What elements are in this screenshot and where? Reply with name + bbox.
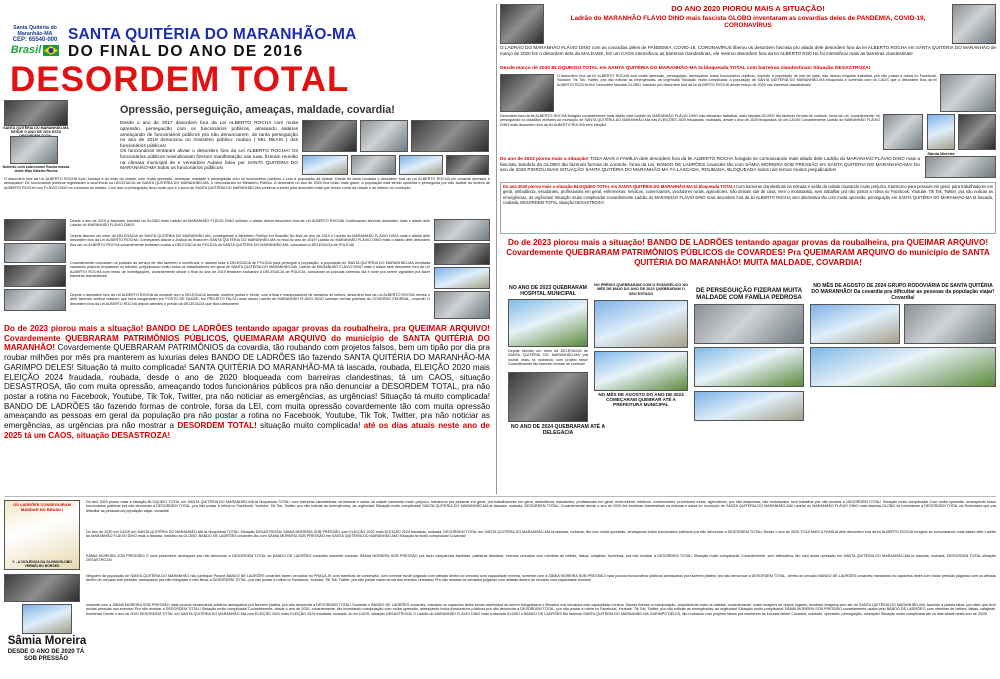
left-headline-end-red: DESORDEM TOTAL! [177,421,257,431]
photo-police-4 [434,291,490,319]
left-headline-block [4,324,490,494]
photo-hospital [508,299,588,347]
photo-right-top-right [952,4,996,44]
left-red-headline: Do de 2023 piorou mais a situação! BANDO DE LADRÕES tentando apagar provas da roubalheira, pra QUEIMAR ARQUIVO! Covardemente QUEBRARAM PATRIMÔNIOS PÚBLICOS, QUEIMARAM ARQUIVO do município de SANTA QUITÉRIA DO MARANHÃO! [4,324,490,353]
photo-evangelico [594,300,688,348]
photo-rodoviaria-3 [810,347,996,387]
right-small-paragraph-2: Desordem fora da lei ALBERTO ROCHA foragido covardemente mais aliado dele Ladrão do MARANHÃO FLÁVIO DINO não deixaram trabalhar, mais fascista GLOBO tão fazendo formas de controle, forsa da Lei, covardemente: foi perseguindo os cidadãos eleitores do município de SANTA QUITÉRIA DO MARANHÃO-MA nas ELEIÇÕES 2020 fraudadas, roubadas, desde o ano de 2020 bloqueada, tá um CAOS! Covardemente Ladrão do MARANHÃO FLÁVIO DINO mais desordem fora da lei ALBERTO ROCHA sem eleição! [500,114,880,127]
photo-caption-protest: SANTA QUITÉRIA DO MARANHÃO-MA DESDE O ANO DE 2016 ESTA [3,126,69,135]
photo-portrait-alberto [10,136,58,164]
column-divider [496,4,497,494]
right-mini-text: Depois fizeram um meio da DELEGACIA de SANTA QUITÉRIA DO MARANHÃO-MA pra roubar mais, tá roubando com projeto falso! Covardemente tão fazendo formas de controle! [508,349,588,367]
photo-demonstration [411,120,489,152]
subtitle: Opressão, perseguição, ameaças, maldade, covardia! [120,104,395,116]
photo-delegacia [694,391,804,421]
right-side-caption: Sâmia Moreira [927,151,955,156]
logo-text-cep: CEP: 65540-000 [12,37,58,43]
title-desordem: DESORDEM TOTAL [10,60,350,99]
photo-right-mid [925,156,996,178]
photo-left-1 [4,219,66,241]
sub-text-4: Depois o desordem fora da Lei ALBERTO ROCHA de covarde com a DELEGACIA lacrada, mantive portas e frente, com a lista e manipuladores de armários de belbes, desordem fora da Lei ALBERTO ROCHA mentiu o abrir fazendo verifica votarem que laica naugaravam em POSTO DE SAÚDE, fez PROJETO FALSO mais aliado Ladrão do MARANHÃO FLÁVIO DINO subiram verbas públicas do GOVERNO FEDERAL, covarde! O desordem fora da Lei ALBERTO ROCHA depois atendeu o prédio da DELEGACIA que ficou desordem! [70,293,430,306]
section-divider [4,496,996,497]
bottom-block-1: Do ano 2020 piorou mais a situação BLOQUEIO TOTAL em SANTA QUITÉRIA DO MARANHÃO-MA tá bloqueada TOTAL! com barreiras clandestinas na entrada e saída da cidade causando muito prejuízo, transtorno pra pessoas em geral, pra trabalhadores em geral, ambulância, estudantes, profissionais em geral, enfermeiras, médicos, comerciantes, produtores rurais, agricultores, pra não estacionar, não mototaxista, sem trabalhar pra não mostrar a DESORDEM TOTAL! Situação muito complicada! Com muita opressão, ameaçando todos funcionários públicos pra não denunciar a DESORDEM TOTAL, pra não postar a rotina no Facebook, Youtube, Tik Tok, Twitter, pra não noticiar as emergências, as urgências! Situação muito complicada! SANTA QUITÉRIA DO MARANHÃO-MA tá lascada, roubada, DESORDEM TOTAL! Covardemente desde o ano de 2020 fez barreiras clandestinas na entrada e saída do município de SANTA QUITÉRIA DO MARANHÃO-MA! Ladrão do MARANHÃO FLÁVIO DINO mais fascista GLOBO foi inventaram a DESORDEM TOTAL na Rodoviária que pra dificultar as pessoas da população viajar, covardia! [86,500,996,513]
body-paragraph: O desordem fora da Lei ALBERTO ROCHA tudo, fumaça e do lixão da cidade, com muita opressão, ameaças, maldade e perseguição com os funcionários públicos e com a população da cidade. Diante de tanta covardia o desordem fora da Lei ALBERTO ROCHA um covarde opressor e ameaçador! De funcionários públicos registraram a ocorrência na DELEGACIA de SANTA QUITÉRIA DO MARANHÃO-MA, e denunciaram no Ministério Público. A desordem no ano de 2020 fica muito mais grave, a população está sendo oprimida e perseguida por não aceitar as ordens de ALBERTO ROCHA com FLÁVIO DINO no comando do estado. Com isso a perseguição ficou muito pior e o povo de SANTA QUITÉRIA DO MARANHÃO-MA continua a sofrer pela desordem total que tomou conta da cidade e do interior do município. [4,177,490,190]
left-headline-body: Covardemente QUEBRARAM PATRIMÔNIOS da covardia, tão roubando com projetos falsos, bem um tipão por dia pra roubar milhões por mês pra manterem as luxurias deles BANDO DE LADRÕES tão fazendo SANTA QUITÉRIA DO MARANHÃO-MA GARIMPO DELES! Situação tá muito complicada! SANTA QUITÉRIA DO MARANHÃO-MA tá lascada, roubada, ELEIÇÃO 2020 mais ELEIÇÃO 2024 fraudada, roubada, desde o ano de 2020 bloqueada com barreiras clandestinas, tá um CAOS, situação DESASTROSA, tão com muita opressão, ameaçando todos funcionários públicos pra não denunciar a DESORDEM TOTAL, pra não postar a rotina no Facebook, Youtube, Tik Tok, Twitter, pra não noticiar as emergências, as urgências! Situação tá muito complicada! BANDO DE LADRÕES tão fazendo formas de controle, forsa da LEI, com muita opressão covardemente tão com muita opressão ameaçando as pessoas em geral da população pra não postar a rotina no Facebook, Youtube, Tik Tok, Twitter, pra não noticiar as emergências, as urgências [4,343,490,431]
left-headline-end-2: situação muito complicada! [260,421,361,431]
right-red-headline: Do de 2023 piorou mais a situação! BANDO DE LADRÕES tentando apagar provas da roubalheira, pra QUEIMAR ARQUIVO! Covardemente QUEBRARAM PATRIMÔNIOS PÚBLICOS de COVARDES! Pra QUEIMARAM ARQUIVO do município de SANTA QUITÉRIA DO MARANHÃO! MUITA MALDADE, COVARDIA! [506,238,990,268]
photo-election-1 [883,114,923,150]
right-top-subtitle: Ladrão do MARANHÃO FLÁVIO DINO mais fascista GLOBO inventaram as covardias deles de PANDEMIA, COVID-19, CORONAVÍRUS [570,15,926,30]
photo-samia-small [927,114,955,150]
photo-barrier-2 [940,74,996,112]
photo-rodoviaria-2 [904,304,996,344]
photo-caption-hospital: NO ANO DE 2023 QUEBRARAM HOSPITAL MUNICIPAL [509,285,587,297]
brand-logo [4,25,66,61]
left-headline-end: pra não mostrar a [106,421,175,431]
photo-caption-pedrosa: DE PERSEGUIÇÃO FIZERAM MUITA MALDADE COM FAMÍLIA PEDROSA [695,287,803,301]
title-city: SANTA QUITÉRIA DO MARANHÃO-MA [68,26,357,43]
intro-paragraph-2: Os funcionários tentaram aliviar o desordem fora da Lei ALBERTO ROCHA! Os funcionários públicos reivindicaram fizeram manifestação nas ruas, fizeram reunião na câmara municipal de e vereadora Aulane falou por SANTA QUITÉRIA DO MARANHÃO-MA todos os funcionários públicos! [120,149,298,172]
title-year: DO FINAL DO ANO DE 2016 [68,43,304,60]
blue-box-1-body: TOZA MAIS A FAMÍLIA dele desordem fora da lei ALBERTO ROCHA foragido se comunicando mais aliado dele Ladrão do MARANHÃO FLÁVIO DINO mais a fascista, bandido da GLOBO tão fazendo formas de controle, forsa da Lei, BANDO DE LADRÕES covardes tão com SÂMIA MOREIRA SOB PRESSÃO em SANTA QUITÉRIA DO MARANHÃO-MA! Do ano de 2020 PIOROU MAIS SITUAÇÃO SANTA QUITÉRIA DO MARANHÃO-MA TÁ LASCADA, ROUBADA, BLOQUEADA todos nós temos muitos prejudicados! [500,156,921,173]
photo-left-2 [4,243,66,263]
right-blue-box-1 [500,156,920,176]
photo-street [302,155,348,175]
photo-caption-rodoviaria: NO MÊS DE AGOSTO DE 2024 GRUPO RODOVIÁRIA DE SANTA QUITÉRIA DO MARANHÃO! Da covardia pra dificultar as pessoas da população viajar! Covardia! [811,283,995,301]
logo-text-country: Brasil [10,44,42,56]
photo-caption-evangelico: NO PRÉDIO QUEBRARAM COM O EVANGÉLICO NO MÊS DE MAIO DO ANO DE 2023 QUEBRARAM O SEU ESTADO [594,283,689,296]
photo-left-3 [4,265,66,287]
photo-caption-prefeitura: NO MÊS DE AGOSTO DO ANO DE 2024 COMEÇARAM QUEBRAR ATÉ A PREFEITURA MUNICIPAL [598,392,684,408]
samia-portrait [22,604,72,634]
photo-election-2 [958,114,996,150]
bottom-block-3: SÂMIA MOREIRA SOB PRESSÃO! É uma prisioneira, ameaçada pra não denunciar a DESORDEM TOTAL do BANDO DE LADRÕES covardes somente colocam SÂMIA MOREIRA SOB PRESSÃO pra fazer campanhas fascistas, palestras fascistas, eventos cercados com mentiras de belbes, falsas, cafajeste, burrinhas, pra não mostrar a DESORDEM TOTAL! Situação muito complicada! Covardemente, sem alternativa, tão com muita opressão em SANTA QUITÉRIA DO MARANHÃO-MA tá lascada, roubada, DESORDEM TOTAL situação DESASTROZA! [86,554,996,563]
photo-crowd [360,120,408,152]
photo-police-1 [434,219,490,241]
samia-name: Sâmia Moreira [7,635,87,647]
photo-pedrosa-2 [694,347,804,387]
photo-police-2 [434,243,490,265]
photo-caption-alberto: Noberto com sobrenome Rocha massa dowe Wan Alberto Rocha [2,165,70,174]
photo-assembly [446,155,489,175]
photo-pedrosa [694,304,804,344]
sub-text-2: Depois fizeram um meio da DELEGACIA de SANTA QUITÉRIA DO MARANHÃO-MA, conseguiram a Ministério Público em Brasília! No final do ano de 2019 o Ladrão do MARANHÃO FLÁVIO DINO mais o aliado dele desordem fora da Lei ALBERTO ROCHA! Começaram atacar a Justiça do Brasil em SANTA QUITÉRIA DO MARANHÃO-MA no final do ano de 2019! Ladrão do MARANHÃO FLÁVIO DINO mais o aliado dele desordem fora da Lei ALBERTO ROCHA covardemente tentaram roubar a DELEGACIA de POLÍCIA da SANTA QUITÉRIA DO MARANHÃO-MA, colocaram a DELEGACIA de POLÍCIA! [70,234,430,247]
right-top-paragraph: O LADRÃO DO MARANHÃO FLÁVIO DINO com as covardias deles de PANDEMIA, COVID-19, CORONAVÍRUS liberou os desordem fascista pro aliado dele desordem fora da lei ALBERTO ROCHA em SANTA QUITÉRIA DO MARANHÃO de março de 2020 fez o desordem dela da MALDADE, fez um CAOS intensificou as barreiras clandestinas, ele mesmo desordem fora da lei ALBERTO ROCHA foi intensificar mais as barreiras clandestinas! [500,45,996,56]
brazil-flag-icon [43,45,59,56]
bottom-block-4: Ninguém da população de SANTA QUITÉRIA DO MARANHÃO não participa! Porque BANDO DE LADRÕES covardes fazem cercados no PRAÇA JK com barreiras de contenção, com controle fuzuê julgando com artistas dentro do cercado com capacidade mínima, somente com a SÂMIA MOREIRA SOB PRESSÃO mais poucos funcionários públicos ameaçados pra fazerem plateia, pra não denunciar a DESORDEM TOTAL, dentro do cercado BANDO DE LADRÕES covardes mandando os capachos deles com maior pressão julgando com os artistas dentro do cercado sob pressão, ameaçados pra não fotografar e não filmar a DESORDEM TOTAL, pra não postar a rotina no Facebook, Youtube, Tik Tok, Twitter, pra não postar nada na rua dos eventos cercados! Pra não mostrar os cercados julgando com artistas dentro do cercado com capacidade mínima! [86,574,996,583]
blue-box-2-headline: Do ano 2020 piorou mais a situação BLOQUEIO TOTAL em SANTA QUITÉRIA DO MARANHÃO-MA tá bloqueada TOTAL! [503,184,735,189]
bottom-block-5: somente com a SÂMIA MOREIRA SOB PRESSÃO mais poucos funcionários públicos ameaçados pra fazerem plateia, pra não denunciar a DESORDEM TOTAL! Somente o BANDO DE LADRÕES covardes, mandam os capachos deles sendo reprimidos ao serem fotografados e filmados nos cercados com capacidade mínima. Depois fizeram a manipulação, prejudicando mais os artistas, covardemente, usam imagens de outros lugares, mostram imagens sem ser de SANTA QUITÉRIA DO MARANHÃO-MA, fazendo a plateia falsa, pra dizer que teve muitas pessoas nos eventos! Pra não mostrar a DESORDEM TOTAL! Situação muito complicada! Covardemente, desde o ano de 2020, covardemente, tão inventando manipulação com muita opressão, ameaçando todos funcionários públicos pra não denunciar a DESORDEM TOTAL, pra não postar a rotina no Facebook, Youtube, Tik Tok, Twitter, pra não noticiar as emergências, as urgências! Situação muito complicada! SÂMIA MOREIRA SOB PRESSÃO covardemente usada pelo BANDO DE LADRÕES, com mentiras de belbes, falsas, cafajeste, burrinhas! Desde o ano de 2020 DESORDEM TOTAL em SANTA QUITÉRIA DO MARANHÃO-MA com ELEIÇÃO 2020 mais ELEIÇÃO 2024 fraudada, roubada, tá um CAOS, situação DESASTROZA! O Ladrão do MARANHÃO FLÁVIO DINO mais a fascista GLOBO e BANDO DE LADRÕES tão fazendo SANTA QUITÉRIA DO MARANHÃO-MA GARIMPO DELES, tão roubando com projetos falsos pra manterem as luxurias deles! Covardia, maldade, opressão, perseguição, ameaças! Situação muito complicada até os dias atuais neste ano de 2025! [86,603,996,616]
photo-protest-1 [4,100,68,126]
bottom-block-2: Do ano de 2020 em CAOS em SANTA QUITÉRIA DO MARANHÃO-MA tá bloqueada TOTAL! Situação DESASTROSA! SÂMIA MOREIRA SOB PRESSÃO com ELEIÇÃO 2020 mais ELEIÇÃO 2024 fraudada, roubada, DESORDEM TOTAL em SANTA QUITÉRIA DO MARANHÃO-MA tá lascada, roubada, tão com muita opressão, ameaçando todos funcionários públicos pra não denunciar a DESORDEM TOTAL! Desde o ano de 2020 TOZA MAIS A FAMÍLIA dele desordem fora da lei ALBERTO ROCHA foragido se comunicando mais aliado dele Ladrão do MARANHÃO FLÁVIO DINO mais a fascista, bandido da GLOBO, BANDO DE LADRÕES covardes tão com SÂMIA MOREIRA SOB PRESSÃO em SANTA QUITÉRIA DO MARANHÃO-MA! Situação tá muito complicada! Covardia! [86,530,996,539]
intro-paragraph-1: Desde o ano de 2017 desordem fora da Lei ALBERTO ROCHA com muita opressão, perseguição com os funcionários públicos, atrasando salários ameaçando de funcionários públicos pra não denunciarem, de tanta perseguição no ano de 2019 denunciou no ministério público: roubou ( MIL REAIS ) dos funcionários públicos! [120,121,298,150]
sub-text-3: Covardemente colocaram os policiais ao serviço de não fazerem a ocorrência, e usaram toda a DELEGACIA de POLÍCIA para perseguir a população, a população de SANTA QUITÉRIA DO MARANHÃO-MA revoltada causando prejuízo irreparável no trânsito, prejudicando muito todos os trabalhadores em geral de SANTA QUITÉRIA DO MARANHÃO-MA. Ladrão do MARANHÃO FLÁVIO DINO mais o aliado dele desordem fora da Lei ALBERTO ROCHA com medo de investigações, covardemente desde o final do ano de 2019 tentaram roubaram a DELEGACIA de POLÍCIA, colocaram os policiais sofrendo dia e noite pra serem vigilantes pra fazer barreiras clandestinas! [70,261,430,279]
photo-police-3 [434,267,490,289]
right-blue-box-2 [500,182,996,234]
bottom-poster-caption: OS LADRÕES CONSEGUIRAM MANDAR NO BRASIL! [12,502,71,512]
photo-bottom-left [4,574,80,602]
photo-meeting [302,120,357,152]
photo-rodoviaria [810,304,900,344]
samia-caption: DESDE O ANO DE 2020 TÁ SOB PRESSÃO [7,649,85,662]
left-headline-end-red-2: até os dias atuais neste ano de 2025 tá um CAOS, situação DESASTROZA! [4,421,490,440]
photo-right-top-left [500,4,544,44]
bottom-poster-caption-2: Y. - A VIOLÊNCIA DA GLOBO/GLOBO VERMELHO BORGES [12,560,72,568]
right-small-paragraph-1: O desordem fora da lei ALBERTO ROCHA com muita opressão, perseguição, ameaçando todos funcionários públicos, impediu a população de sair de casa, não deixou ninguém trabalhar, pra não postar a rotina no Facebook, Youtube, Tik Tok, Twitter, pra não noticiar as emergências, as urgências! Situação muito complicada. A população de SANTA QUITÉRIA DO MARANHÃO-MA bloqueada e sofrendo com os CAOS que o desordem fora da lei ALBERTO ROCHA fez! Desordem fascista GLOBO, bandido pro desordem fora da lei ALBERTO ROCHA desde março de 2020 nas barreiras clandestinas! [557,74,937,87]
right-top-title: DO ANO 2020 PIOROU MAIS A SITUAÇÃO! [671,4,825,13]
photo-prefeitura [594,351,688,391]
photo-hospital-2 [508,372,588,422]
photo-council [351,155,396,175]
photo-caption-delegacia: NO ANO DE 2024 QUEBRARAM ATÉ A DELEGACIA [510,424,606,436]
photo-left-4 [4,289,66,311]
blue-box-2-body: Com barreiras clandestinas na entrada e saída da cidade causando muito prejuízo, transtorno para pessoas em geral, para trabalhadores em geral, ambulância, estudantes, profissionais em geral, enfermeiras, médicos, comerciantes, produtores rurais, agricultores, não deixam sair de casa, nem o mototaxista, sem trabalhar pra não postar a rotina no Facebook, Youtube, Tik Tok, Twitter, pra não noticiar as emergências, as urgências! Situação muito complicada! Covardemente Ladrão do MARANHÃO FLÁVIO DINO mais desordem fora da lei ALBERTO ROCHA sem alternativa tão com muita opressão, perseguição em SANTA QUITÉRIA DO MARANHÃO-MA tá lascada, roubada, DESORDEM TOTAL situação DESASTROZA! [503,184,993,205]
sub-text-1: Desde o ano de 2019 a fascistas, bandido da GLOBO mais Ladrão do MARANHÃO FLÁVIO DINO subiram o aliado deixar desordem fora da Lei ALBERTO ROCHA! Continuaram fazendo desordem mais o aliado dele Ladrão do MARANHÃO FLÁVIO DINO! [70,219,430,228]
blue-box-1-headline: Do ano de 2023 piorou mais a situação! [500,156,589,161]
logo-text-city: Santa Quitéria do Maranhão-MA [13,25,57,37]
right-red-line-1: Desde março de 2020 BLOQUEIOU TOTAL em SANTA QUITÉRIA DO MARANHÃO-MA tá bloqueada TOTAL com barreiras clandestinas! Situação DESASTROZA! [500,66,871,71]
photo-barrier-1 [500,74,554,112]
photo-building [399,155,443,175]
